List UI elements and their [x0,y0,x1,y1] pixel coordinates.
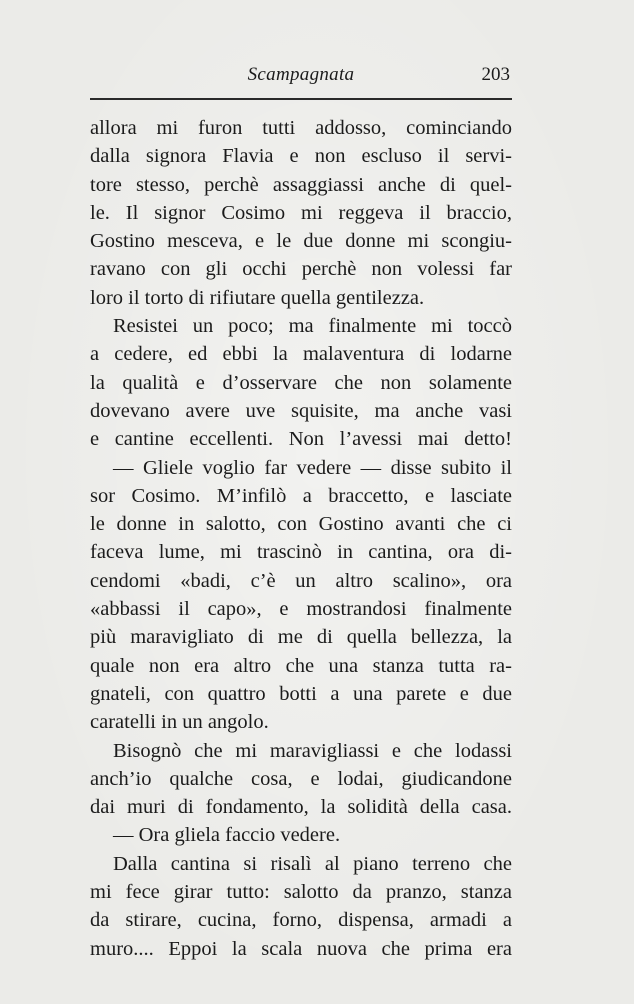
text-line: dovevano avere uve squisite, ma anche vasi [90,399,512,422]
text-line: — Ora gliela faccio vedere. [113,824,341,847]
text-line: Dalla cantina si risalì al piano terreno che [113,852,512,875]
text-line: muro.... Eppoi la scala nuova che prima era [90,937,512,960]
running-title: Scampagnata [247,64,355,85]
header-rule [90,98,512,100]
page-number: 203 [481,64,510,85]
running-head [90,64,512,90]
text-line: Gostino mesceva, e le due donne mi scongiu- [90,230,512,253]
text-line: faceva lume, mi trascinò in cantina, ora di- [90,541,512,564]
text-line: anch’io qualche cosa, e lodai, giudicandone [90,767,512,790]
text-line: ravano con gli occhi perchè non volessi far [90,258,512,281]
text-line: tore stesso, perchè assaggiassi anche di quel- [90,173,512,196]
text-line: più maravigliato di me di quella bellezza, la [90,626,512,649]
text-line: «abbassi il capo», e mostrandosi finalmente [90,598,512,621]
text-line: le. Il signor Cosimo mi reggeva il braccio, [90,201,512,224]
text-line: Bisognò che mi maravigliassi e che lodassi [113,739,512,762]
text-line: caratelli in un angolo. [90,711,269,734]
text-line: allora mi furon tutti addosso, cominciando [90,117,512,139]
text-line: da stirare, cucina, forno, dispensa, armadi a [90,909,512,932]
text-line: dalla signora Flavia e non escluso il servi- [90,145,512,168]
text-line: la qualità e d’osservare che non solamente [90,371,512,394]
text-line: Resistei un poco; ma finalmente mi toccò [113,315,512,338]
body-text [90,114,512,963]
text-line: le donne in salotto, con Gostino avanti che ci [90,513,512,536]
text-line: a cedere, ed ebbi la malaventura di lodarne [90,343,512,366]
text-line: dai muri di fondamento, la solidità della casa. [90,796,512,819]
text-line: quale non era altro che una stanza tutta ra- [90,654,512,677]
text-line: e cantine eccellenti. Non l’avessi mai detto! [90,428,512,451]
text-line: loro il torto di rifiutare quella gentilezza. [90,286,425,309]
text-line: — Gliele voglio far vedere — disse subito il [113,456,512,479]
text-line: mi fece girar tutto: salotto da pranzo, stanza [90,881,512,904]
text-line: sor Cosimo. M’infilò a braccetto, e lasciate [90,484,512,507]
text-line: cendomi «badi, c’è un altro scalino», ora [90,569,512,592]
text-line: gnateli, con quattro botti a una parete e due [90,682,512,705]
